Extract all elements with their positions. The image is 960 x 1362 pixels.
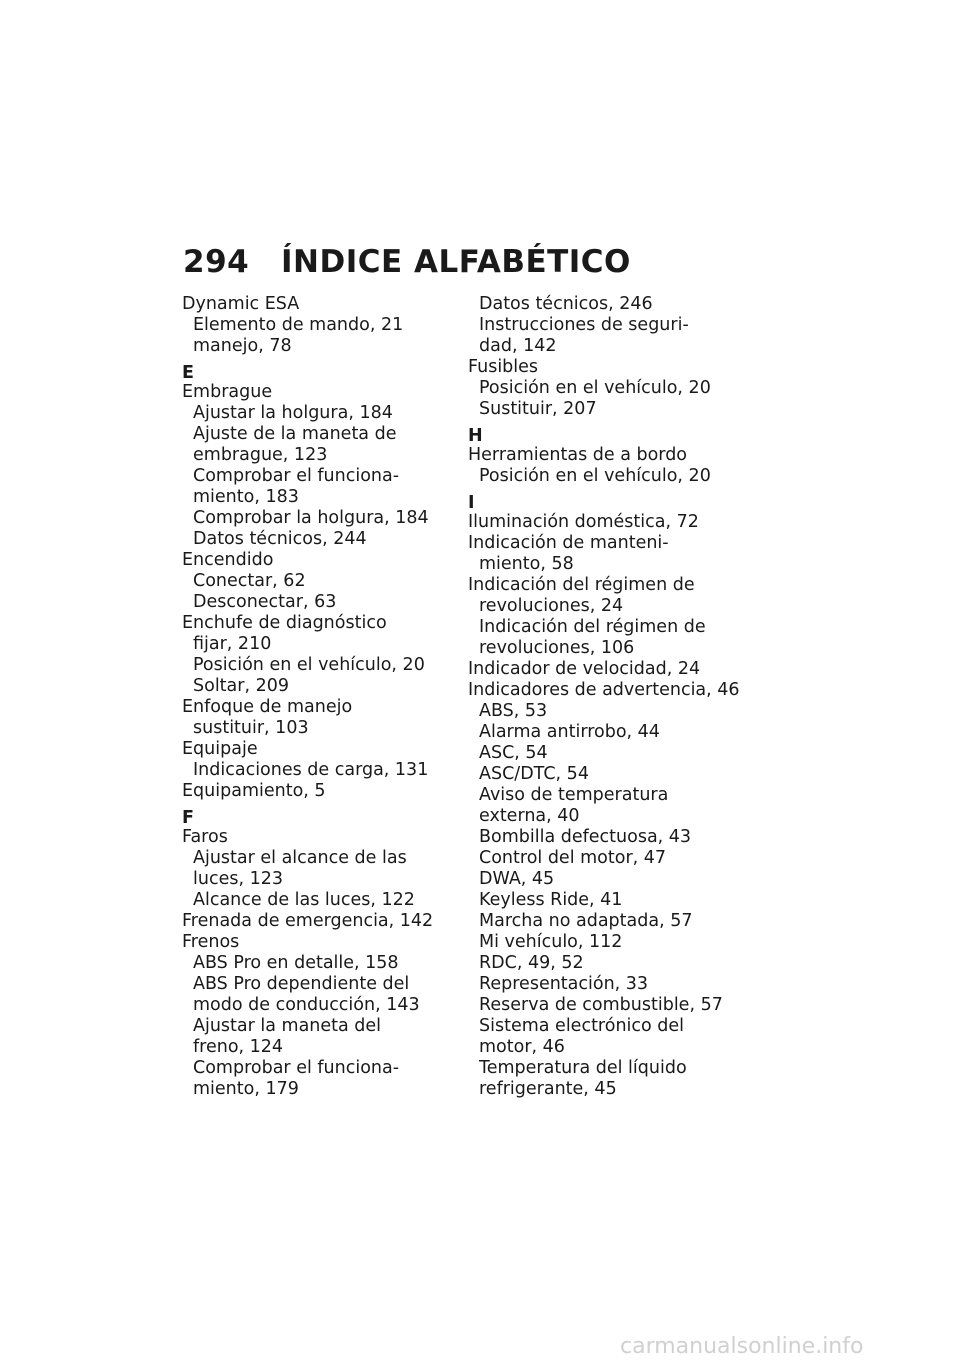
index-subentry: Datos técnicos, 244 <box>193 529 367 549</box>
index-subentry: luces, 123 <box>193 869 283 889</box>
index-subentry: Indicación del régimen de <box>479 617 706 637</box>
index-subentry: dad, 142 <box>479 336 557 356</box>
index-subentry: Ajuste de la maneta de <box>193 424 397 444</box>
index-subentry: motor, 46 <box>479 1037 565 1057</box>
index-subentry: Ajustar la holgura, 184 <box>193 403 393 423</box>
index-subentry: miento, 183 <box>193 487 299 507</box>
index-subentry: miento, 58 <box>479 554 574 574</box>
index-entry: Enfoque de manejo <box>182 697 353 717</box>
index-subentry: Sustituir, 207 <box>479 399 597 419</box>
index-subentry: embrague, 123 <box>193 445 328 465</box>
index-subentry: Comprobar el funciona- <box>193 466 400 486</box>
index-entry: Equipaje <box>182 739 258 759</box>
index-entry: Equipamiento, 5 <box>182 781 326 801</box>
index-subentry: Conectar, 62 <box>193 571 306 591</box>
index-letter-heading: E <box>182 363 194 383</box>
index-subentry: modo de conducción, 143 <box>193 995 420 1015</box>
index-subentry: Sistema electrónico del <box>479 1016 685 1036</box>
index-subentry: Ajustar el alcance de las <box>193 848 407 868</box>
index-entry: Indicadores de advertencia, 46 <box>468 680 740 700</box>
page-title: ÍNDICE ALFABÉTICO <box>281 244 631 280</box>
index-entry: Frenos <box>182 932 240 952</box>
index-subentry: ABS, 53 <box>479 701 548 721</box>
index-column-right <box>468 294 740 1100</box>
index-subentry: revoluciones, 24 <box>479 596 624 616</box>
index-subentry: Mi vehículo, 112 <box>479 932 623 952</box>
index-subentry: ASC, 54 <box>479 743 548 763</box>
index-subentry: RDC, 49, 52 <box>479 953 584 973</box>
index-subentry: Posición en el vehículo, 20 <box>479 378 711 398</box>
index-subentry: fijar, 210 <box>193 634 272 654</box>
index-subentry: miento, 179 <box>193 1079 299 1099</box>
index-subentry: ASC/DTC, 54 <box>479 764 589 784</box>
index-entry: Fusibles <box>468 357 539 377</box>
index-subentry: DWA, 45 <box>479 869 555 889</box>
index-letter-heading: I <box>468 493 475 513</box>
index-subentry: ABS Pro en detalle, 158 <box>193 953 399 973</box>
index-subentry: refrigerante, 45 <box>479 1079 617 1099</box>
index-subentry: Elemento de mando, 21 <box>193 315 404 335</box>
index-column-left <box>182 294 433 1100</box>
index-subentry: Bombilla defectuosa, 43 <box>479 827 692 847</box>
index-entry: Faros <box>182 827 228 847</box>
index-subentry: Alcance de las luces, 122 <box>193 890 415 910</box>
index-subentry: externa, 40 <box>479 806 580 826</box>
index-subentry: Instrucciones de seguri- <box>479 315 689 335</box>
index-subentry: Indicaciones de carga, 131 <box>193 760 429 780</box>
page-header <box>183 244 631 280</box>
index-subentry: Keyless Ride, 41 <box>479 890 623 910</box>
index-entry: Indicación de manteni- <box>468 533 669 553</box>
index-subentry: Desconectar, 63 <box>193 592 337 612</box>
index-subentry: Aviso de temperatura <box>479 785 669 805</box>
watermark: carmanualsonline.info <box>620 1334 864 1359</box>
index-entry: Encendido <box>182 550 274 570</box>
index-subentry: Ajustar la maneta del <box>193 1016 382 1036</box>
index-subentry: manejo, 78 <box>193 336 292 356</box>
page-number: 294 <box>183 244 250 280</box>
index-subentry: Comprobar el funciona- <box>193 1058 400 1078</box>
index-subentry: freno, 124 <box>193 1037 284 1057</box>
index-subentry: Representación, 33 <box>479 974 649 994</box>
index-subentry: Posición en el vehículo, 20 <box>479 466 711 486</box>
index-entry: Dynamic ESA <box>182 294 300 314</box>
index-entry: Indicación del régimen de <box>468 575 695 595</box>
index-entry: Indicador de velocidad, 24 <box>468 659 701 679</box>
index-subentry: Control del motor, 47 <box>479 848 667 868</box>
index-subentry: Soltar, 209 <box>193 676 289 696</box>
index-subentry: Datos técnicos, 246 <box>479 294 653 314</box>
index-subentry: Posición en el vehículo, 20 <box>193 655 425 675</box>
index-subentry: Reserva de combustible, 57 <box>479 995 723 1015</box>
index-letter-heading: H <box>468 426 483 446</box>
index-subentry: Temperatura del líquido <box>479 1058 687 1078</box>
index-entry: Iluminación doméstica, 72 <box>468 512 699 532</box>
index-subentry: Comprobar la holgura, 184 <box>193 508 429 528</box>
index-subentry: ABS Pro dependiente del <box>193 974 410 994</box>
index-subentry: sustituir, 103 <box>193 718 309 738</box>
index-entry: Frenada de emergencia, 142 <box>182 911 434 931</box>
index-entry: Embrague <box>182 382 273 402</box>
index-subentry: Marcha no adaptada, 57 <box>479 911 693 931</box>
index-subentry: Alarma antirrobo, 44 <box>479 722 660 742</box>
index-entry: Herramientas de a bordo <box>468 445 688 465</box>
index-entry: Enchufe de diagnóstico <box>182 613 387 633</box>
index-letter-heading: F <box>182 808 194 828</box>
index-subentry: revoluciones, 106 <box>479 638 635 658</box>
